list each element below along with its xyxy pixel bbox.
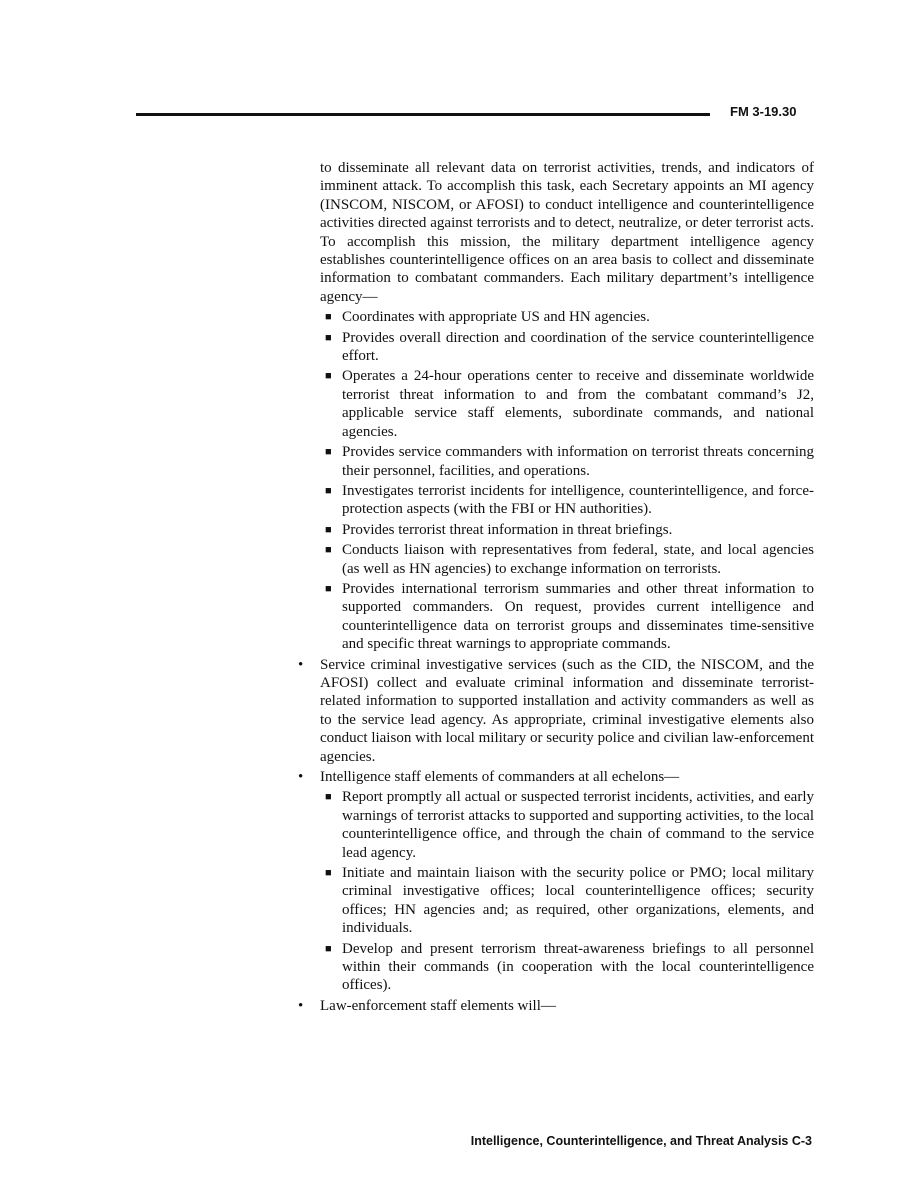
square-bullet-icon: ■	[325, 446, 332, 459]
list-item: • Law-enforcement staff elements will—	[298, 997, 556, 1014]
page-footer: Intelligence, Counterintelligence, and Threat Analysis C-3	[470, 1134, 812, 1148]
square-bullet-icon: ■	[325, 544, 332, 557]
page-body	[298, 159, 814, 1015]
list-item: ■ Report promptly all actual or suspected terrorist incidents, activities, and early warnings of terrorist attacks to supported and supporting activities, to the local counterintelligence office, and through the chain of command to the service lead agency.	[325, 789, 814, 861]
list-item: ■ Provides overall direction and coordination of the service counterintelligence effort.	[325, 329, 814, 365]
list-item: • Intelligence staff elements of commanders at all echelons— ■ Report promptly all actual or suspected terrorist incidents, activities, and early warnings of terrorist attacks to supported and supporting activities, to the local counterintelligence office, and through the chain of command to the service lead agency. ■ Initiate and maintain liaison with the security police or PMO; local military criminal investigative offices; local counterintelligence offices; security offices; HN agencies and; as required, other organizations, elements, and individuals. ■ Develop and present terrorism threat-awareness briefings to all personnel within their commands (in cooperation with the local counterintelligence offices).	[298, 769, 814, 994]
list-item: ■ Provides service commanders with information on terrorist threats concerning their personnel, facilities, and operations.	[325, 444, 814, 479]
square-bullet-icon: ■	[325, 523, 332, 536]
square-bullet-icon: ■	[325, 942, 332, 955]
field-manual-number: FM 3-19.30	[730, 104, 797, 119]
list-item: ■ Conducts liaison with representatives from federal, state, and local agencies (as well as HN agencies) to exchange information on terrorists.	[325, 542, 814, 577]
square-bullet-icon: ■	[325, 484, 332, 497]
agency-duties-list	[320, 308, 814, 653]
intro-paragraph: to disseminate all relevant data on terrorist activities, trends, and indicators of imminent attack. To accomplish this task, each Secretary appoints an MI agency (INSCOM, NISCOM, or AFOSI) to conduct intelligence and counterintelligence activities directed against terrorists and to detect, neutralize, or deter terrorist acts. To accomplish this mission, the military department intelligence agency establishes counterintelligence offices on an area basis to collect and disseminate information to combatant commanders. Each military department’s intelligence agency—	[320, 160, 814, 305]
list-item: ■ Coordinates with appropriate US and HN agencies.	[325, 309, 650, 326]
square-bullet-icon: ■	[325, 311, 332, 324]
intelligence-staff-duties-list	[320, 788, 814, 994]
round-bullet-icon: •	[298, 769, 304, 785]
list-item: • Service criminal investigative services (such as the CID, the NISCOM, and the AFOSI) collect and evaluate criminal information and disseminate terrorist-related information to supported installation and activity commanders as well as to the service lead agency. As appropriate, criminal investigative elements also conduct liaison with local military or security police and civilian law-enforcement agencies.	[298, 656, 814, 765]
round-bullet-icon: •	[298, 656, 304, 673]
square-bullet-icon: ■	[325, 867, 332, 880]
responsibilities-list	[298, 656, 814, 1016]
list-item: ■ Provides international terrorism summaries and other threat information to supported commanders. On request, provides current intelligence and counterintelligence data on terrorist groups and disseminates time-sensitive and specific threat warnings to appropriate commands.	[325, 580, 814, 653]
square-bullet-icon: ■	[325, 791, 332, 804]
list-item: ■ Provides terrorist threat information in threat briefings.	[325, 521, 673, 538]
square-bullet-icon: ■	[325, 331, 332, 344]
round-bullet-icon: •	[298, 997, 304, 1014]
square-bullet-icon: ■	[325, 582, 332, 595]
square-bullet-icon: ■	[325, 370, 332, 383]
list-item: ■ Investigates terrorist incidents for intelligence, counterintelligence, and force-protection aspects (with the FBI or HN authorities).	[325, 482, 814, 518]
list-item: ■ Initiate and maintain liaison with the security police or PMO; local military criminal investigative offices; local counterintelligence offices; security offices; HN agencies and; as required, other organizations, elements, and individuals.	[325, 865, 814, 937]
list-item: ■ Develop and present terrorism threat-awareness briefings to all personnel within their commands (in cooperation with the local counterintelligence offices).	[325, 940, 814, 994]
list-item: ■ Operates a 24-hour operations center to receive and disseminate worldwide terrorist threat information to and from the combatant command’s J2, applicable service staff elements, subordinate commands, and national agencies.	[325, 368, 814, 440]
header-rule	[136, 113, 710, 116]
